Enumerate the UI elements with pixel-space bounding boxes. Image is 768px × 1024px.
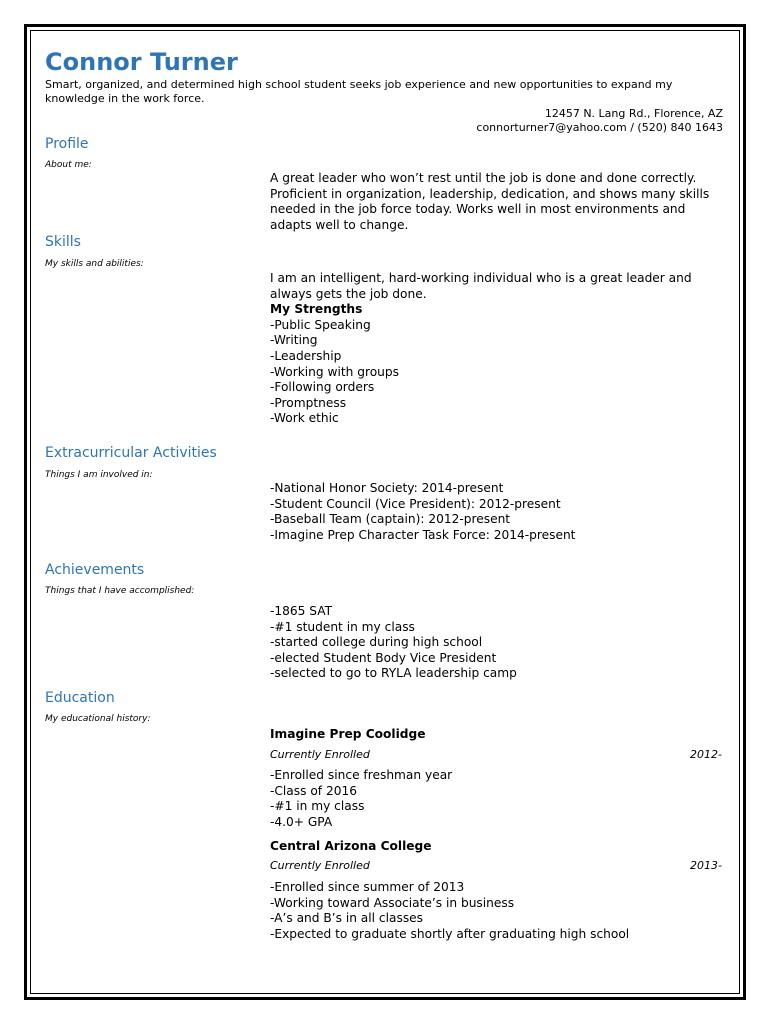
objective-statement: Smart, organized, and determined high school student seeks job experience and new opportunities to expand my knowledge in the work force. <box>45 78 673 105</box>
contact-block <box>476 107 723 135</box>
list-item: -#1 in my class <box>270 799 365 814</box>
school-name: Central Arizona College <box>270 839 432 853</box>
list-item: -Promptness <box>270 395 347 410</box>
achievements-subheading: Things that I have accomplished: <box>45 586 195 596</box>
list-item: -selected to go to RYLA leadership camp <box>270 666 517 681</box>
list-item: -Following orders <box>270 380 375 395</box>
school-details <box>270 768 722 830</box>
skills-heading: Skills <box>45 234 81 250</box>
list-item: -Enrolled since freshman year <box>270 768 453 782</box>
list-item: -#1 student in my class <box>270 619 415 634</box>
education-subheading: My educational history: <box>45 714 151 724</box>
enrollment-status: Currently Enrolled <box>270 859 370 872</box>
skills-subheading: My skills and abilities: <box>45 259 144 269</box>
strengths-title: My Strengths <box>270 302 363 317</box>
list-item: -Class of 2016 <box>270 783 357 798</box>
profile-heading: Profile <box>45 136 89 152</box>
achievements-heading: Achievements <box>45 562 145 578</box>
list-item: -Public Speaking <box>270 317 371 332</box>
list-item: -Leadership <box>270 348 342 363</box>
profile-text: A great leader who won’t rest until the job is done and done correctly. Proficient in organization, leadership, dedication, and shows many skills needed in the job force today. Works well in most environments and adapts well to change. <box>270 171 710 232</box>
activities-heading: Extracurricular Activities <box>45 445 217 461</box>
skills-body <box>270 271 722 427</box>
list-item: -1865 SAT <box>270 604 333 618</box>
activities-subheading: Things I am involved in: <box>45 470 153 480</box>
list-item: -A’s and B’s in all classes <box>270 911 424 926</box>
school-name: Imagine Prep Coolidge <box>270 727 426 741</box>
email-phone: connorturner7@yahoo.com / (520) 840 1643 <box>476 121 723 134</box>
activities-body <box>270 481 722 543</box>
profile-body <box>270 171 722 233</box>
applicant-name: Connor Turner <box>45 48 238 76</box>
list-item: -Working with groups <box>270 364 399 379</box>
list-item: -Baseball Team (captain): 2012-present <box>270 512 511 527</box>
list-item: -Enrolled since summer of 2013 <box>270 880 465 894</box>
list-item: -Expected to graduate shortly after graduating high school <box>270 926 630 941</box>
list-item: -4.0+ GPA <box>270 814 333 829</box>
list-item: -Writing <box>270 333 318 348</box>
enrollment-status: Currently Enrolled <box>270 748 370 761</box>
list-item: -Work ethic <box>270 411 339 426</box>
skills-intro: I am an intelligent, hard-working individual who is a great leader and always gets the job done. <box>270 271 692 301</box>
school-details <box>270 880 722 942</box>
education-heading: Education <box>45 690 115 706</box>
list-item: -Working toward Associate’s in business <box>270 895 515 910</box>
enrollment-year: 2012- <box>690 748 722 761</box>
list-item: -Student Council (Vice President): 2012-present <box>270 496 561 511</box>
enrollment-year: 2013- <box>690 859 722 872</box>
profile-subheading: About me: <box>45 160 92 170</box>
address: 12457 N. Lang Rd., Florence, AZ <box>544 107 723 120</box>
list-item: -started college during high school <box>270 635 483 650</box>
list-item: -elected Student Body Vice President <box>270 650 497 665</box>
achievements-body <box>270 604 722 682</box>
list-item: -Imagine Prep Character Task Force: 2014-present <box>270 527 576 542</box>
list-item: -National Honor Society: 2014-present <box>270 481 504 495</box>
